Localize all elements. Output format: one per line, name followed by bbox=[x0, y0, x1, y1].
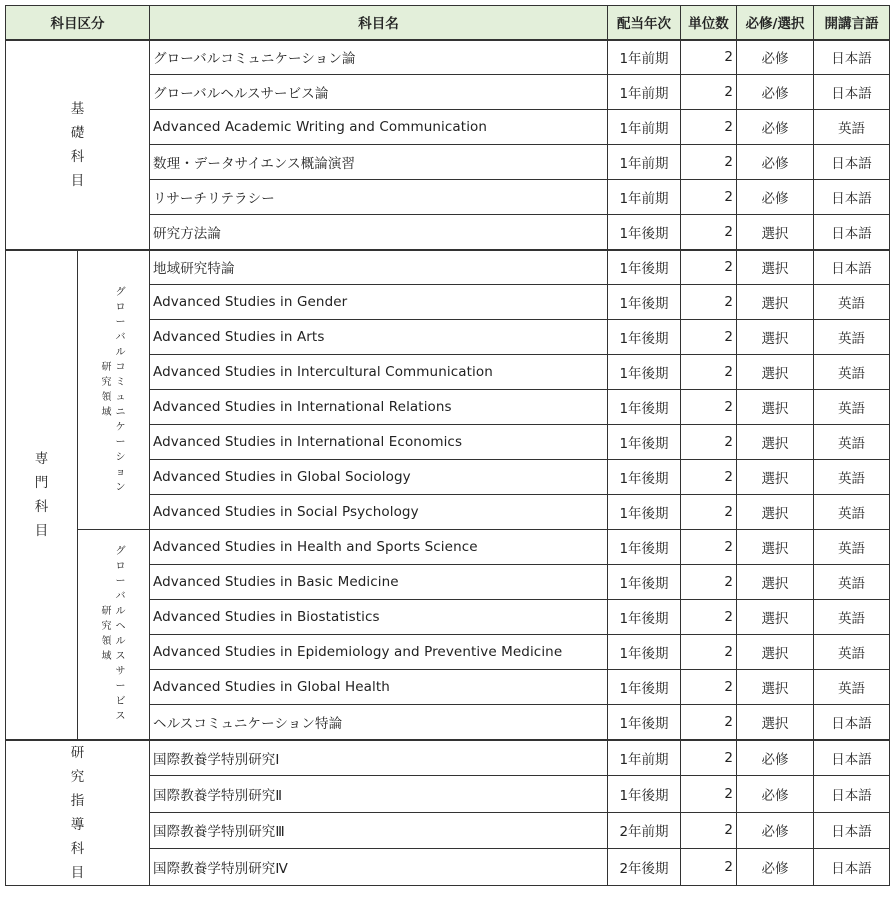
course-language: 日本語 bbox=[814, 250, 890, 285]
course-required: 必修 bbox=[737, 110, 814, 145]
subcategory-area-label: 研 究 領 域 bbox=[101, 361, 112, 418]
course-year: 1年後期 bbox=[608, 635, 681, 670]
table-row bbox=[6, 740, 890, 776]
course-required: 必修 bbox=[737, 145, 814, 180]
category-basic bbox=[6, 40, 150, 250]
course-name: 国際教養学特別研究Ⅲ bbox=[150, 812, 608, 848]
course-year: 1年後期 bbox=[608, 565, 681, 600]
subcategory-global-health-label: グ ロ ー バ ル ヘ ル ス サ ー ビ ス bbox=[115, 546, 126, 723]
course-year: 1年後期 bbox=[608, 460, 681, 495]
header-year: 配当年次 bbox=[608, 6, 681, 40]
course-language: 英語 bbox=[814, 530, 890, 565]
course-year: 1年後期 bbox=[608, 670, 681, 705]
course-year: 2年前期 bbox=[608, 812, 681, 848]
course-required: 選択 bbox=[737, 285, 814, 320]
header-units: 単位数 bbox=[681, 6, 737, 40]
course-language: 英語 bbox=[814, 600, 890, 635]
course-language: 英語 bbox=[814, 460, 890, 495]
course-year: 1年後期 bbox=[608, 215, 681, 250]
header-row bbox=[6, 6, 890, 40]
course-required: 選択 bbox=[737, 530, 814, 565]
table-row bbox=[6, 250, 890, 285]
course-language: 日本語 bbox=[814, 812, 890, 848]
subcategory-global-communication bbox=[78, 250, 150, 530]
header-language: 開講言語 bbox=[814, 6, 890, 40]
header-name: 科目名 bbox=[150, 6, 608, 40]
course-units: 2 bbox=[681, 180, 737, 215]
course-language: 日本語 bbox=[814, 40, 890, 75]
course-name: Advanced Studies in Epidemiology and Preventive Medicine bbox=[150, 635, 608, 670]
course-name: Advanced Studies in Gender bbox=[150, 285, 608, 320]
course-units: 2 bbox=[681, 600, 737, 635]
course-name: 数理・データサイエンス概論演習 bbox=[150, 145, 608, 180]
course-year: 1年前期 bbox=[608, 40, 681, 75]
course-units: 2 bbox=[681, 740, 737, 776]
course-required: 選択 bbox=[737, 215, 814, 250]
course-name: Advanced Studies in Biostatistics bbox=[150, 600, 608, 635]
course-units: 2 bbox=[681, 812, 737, 848]
course-units: 2 bbox=[681, 635, 737, 670]
curriculum-table bbox=[5, 5, 890, 886]
course-units: 2 bbox=[681, 495, 737, 530]
course-year: 1年後期 bbox=[608, 390, 681, 425]
course-units: 2 bbox=[681, 390, 737, 425]
subcategory-global-health bbox=[78, 530, 150, 740]
course-units: 2 bbox=[681, 250, 737, 285]
category-basic-label: 基 礎 科 目 bbox=[70, 100, 85, 189]
course-name: Advanced Studies in Intercultural Communication bbox=[150, 355, 608, 390]
course-name: Advanced Studies in Social Psychology bbox=[150, 495, 608, 530]
course-language: 英語 bbox=[814, 390, 890, 425]
table-row bbox=[6, 530, 890, 565]
course-year: 1年後期 bbox=[608, 705, 681, 740]
course-units: 2 bbox=[681, 355, 737, 390]
course-year: 1年後期 bbox=[608, 776, 681, 812]
course-required: 必修 bbox=[737, 40, 814, 75]
course-units: 2 bbox=[681, 425, 737, 460]
course-units: 2 bbox=[681, 530, 737, 565]
course-year: 1年後期 bbox=[608, 600, 681, 635]
course-year: 1年前期 bbox=[608, 740, 681, 776]
course-name: Advanced Studies in Global Sociology bbox=[150, 460, 608, 495]
course-language: 英語 bbox=[814, 670, 890, 705]
course-year: 1年前期 bbox=[608, 75, 681, 110]
course-year: 1年前期 bbox=[608, 110, 681, 145]
course-name: 研究方法論 bbox=[150, 215, 608, 250]
course-year: 2年後期 bbox=[608, 849, 681, 885]
course-year: 1年後期 bbox=[608, 320, 681, 355]
course-name: ヘルスコミュニケーション特論 bbox=[150, 705, 608, 740]
course-required: 選択 bbox=[737, 495, 814, 530]
course-language: 日本語 bbox=[814, 849, 890, 885]
category-research-label: 研 究 指 導 科 目 bbox=[70, 744, 85, 881]
course-year: 1年後期 bbox=[608, 495, 681, 530]
course-language: 英語 bbox=[814, 355, 890, 390]
subcategory-area-label: 研 究 領 域 bbox=[101, 606, 112, 663]
course-language: 日本語 bbox=[814, 776, 890, 812]
course-name: Advanced Studies in Basic Medicine bbox=[150, 565, 608, 600]
course-year: 1年前期 bbox=[608, 180, 681, 215]
course-required: 選択 bbox=[737, 250, 814, 285]
category-specialized bbox=[6, 250, 78, 740]
course-units: 2 bbox=[681, 849, 737, 885]
course-name: 国際教養学特別研究Ⅰ bbox=[150, 740, 608, 776]
course-name: 国際教養学特別研究Ⅳ bbox=[150, 849, 608, 885]
course-required: 必修 bbox=[737, 75, 814, 110]
course-units: 2 bbox=[681, 776, 737, 812]
table-body bbox=[6, 40, 890, 886]
course-required: 選択 bbox=[737, 600, 814, 635]
course-units: 2 bbox=[681, 110, 737, 145]
course-name: Advanced Studies in Arts bbox=[150, 320, 608, 355]
course-name: グローバルコミュニケーション論 bbox=[150, 40, 608, 75]
course-name: 国際教養学特別研究Ⅱ bbox=[150, 776, 608, 812]
course-language: 英語 bbox=[814, 495, 890, 530]
header-category: 科目区分 bbox=[6, 6, 150, 40]
course-name: リサーチリテラシー bbox=[150, 180, 608, 215]
course-language: 英語 bbox=[814, 285, 890, 320]
course-name: グローバルヘルスサービス論 bbox=[150, 75, 608, 110]
course-language: 英語 bbox=[814, 425, 890, 460]
course-required: 選択 bbox=[737, 705, 814, 740]
course-year: 1年後期 bbox=[608, 250, 681, 285]
course-units: 2 bbox=[681, 285, 737, 320]
course-language: 日本語 bbox=[814, 215, 890, 250]
course-required: 選択 bbox=[737, 355, 814, 390]
course-name: Advanced Studies in Global Health bbox=[150, 670, 608, 705]
course-required: 必修 bbox=[737, 740, 814, 776]
course-required: 必修 bbox=[737, 180, 814, 215]
course-name: Advanced Studies in International Economics bbox=[150, 425, 608, 460]
curriculum-table-wrapper bbox=[5, 5, 890, 886]
course-required: 必修 bbox=[737, 776, 814, 812]
course-required: 選択 bbox=[737, 460, 814, 495]
course-required: 選択 bbox=[737, 565, 814, 600]
course-language: 日本語 bbox=[814, 180, 890, 215]
course-units: 2 bbox=[681, 460, 737, 495]
course-units: 2 bbox=[681, 215, 737, 250]
course-year: 1年後期 bbox=[608, 425, 681, 460]
course-name: 地域研究特論 bbox=[150, 250, 608, 285]
course-units: 2 bbox=[681, 75, 737, 110]
header-required: 必修/選択 bbox=[737, 6, 814, 40]
course-units: 2 bbox=[681, 705, 737, 740]
course-language: 日本語 bbox=[814, 740, 890, 776]
course-language: 英語 bbox=[814, 565, 890, 600]
course-required: 選択 bbox=[737, 635, 814, 670]
course-name: Advanced Studies in International Relations bbox=[150, 390, 608, 425]
course-required: 選択 bbox=[737, 670, 814, 705]
course-units: 2 bbox=[681, 670, 737, 705]
course-language: 日本語 bbox=[814, 75, 890, 110]
course-required: 必修 bbox=[737, 812, 814, 848]
course-language: 日本語 bbox=[814, 705, 890, 740]
course-required: 選択 bbox=[737, 320, 814, 355]
subcategory-global-communication-label: グ ロ ー バ ル コ ミ ュ ニ ケ ー シ ョ ン bbox=[115, 286, 126, 493]
category-research bbox=[6, 740, 150, 886]
table-row bbox=[6, 40, 890, 75]
course-required: 必修 bbox=[737, 849, 814, 885]
course-language: 英語 bbox=[814, 110, 890, 145]
category-specialized-label: 専 門 科 目 bbox=[34, 450, 49, 539]
course-language: 英語 bbox=[814, 635, 890, 670]
course-name: Advanced Studies in Health and Sports Science bbox=[150, 530, 608, 565]
course-units: 2 bbox=[681, 320, 737, 355]
course-language: 英語 bbox=[814, 320, 890, 355]
course-units: 2 bbox=[681, 145, 737, 180]
course-name: Advanced Academic Writing and Communication bbox=[150, 110, 608, 145]
course-units: 2 bbox=[681, 565, 737, 600]
course-required: 選択 bbox=[737, 390, 814, 425]
course-year: 1年後期 bbox=[608, 285, 681, 320]
course-language: 日本語 bbox=[814, 145, 890, 180]
course-year: 1年前期 bbox=[608, 145, 681, 180]
course-required: 選択 bbox=[737, 425, 814, 460]
course-year: 1年後期 bbox=[608, 530, 681, 565]
course-units: 2 bbox=[681, 40, 737, 75]
course-year: 1年後期 bbox=[608, 355, 681, 390]
